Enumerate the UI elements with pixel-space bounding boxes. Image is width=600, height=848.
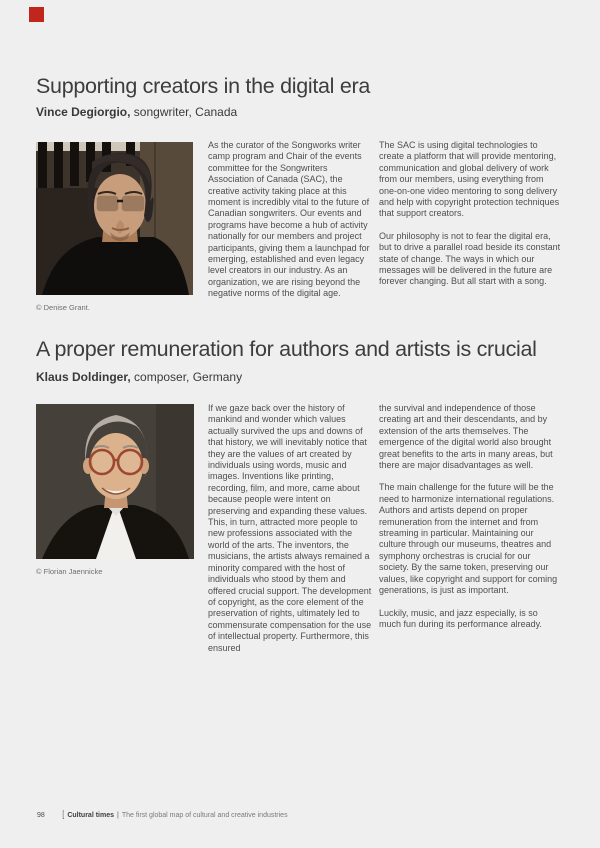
portrait-photo-vince-degiorgio — [36, 142, 193, 295]
article-1-column-2 — [379, 140, 561, 299]
portrait-photo-klaus-doldinger — [36, 404, 194, 559]
article-1-byline — [36, 105, 237, 119]
author-name: Klaus Doldinger, — [36, 370, 131, 384]
paragraph: the survival and independence of those creating art and their descendants, and by extension of the arts themselves. The emergence of the digital world also brought great benefits to the arts in many areas, but there are major disadvantages as well. — [379, 403, 553, 471]
photo-credit: © Denise Grant. — [36, 303, 90, 312]
footer-separator: | — [117, 812, 119, 819]
page-number: 98 — [37, 812, 45, 819]
portrait-illustration — [36, 142, 193, 295]
article-1-title: Supporting creators in the digital era — [36, 74, 370, 98]
article-2-title: A proper remuneration for authors and artists is crucial — [36, 337, 537, 361]
portrait-illustration — [36, 404, 194, 559]
footer-tagline: The first global map of cultural and creative industries — [121, 812, 288, 819]
paragraph: Our philosophy is not to fear the digital era, but to drive a parallel road beside its constant state of change. The ways in which our messages will be delivered in the future are forever changing. But all start with a song. — [379, 230, 561, 287]
paragraph: As the curator of the Songworks writer camp program and Chair of the events committee for the Songwriters Association of Canada (SAC), the creative activity taking place at this moment is incredibly vital to the future of Canadian songwriters. Our events and programs have become a hub of activity nationally for our members and project participants, giving them a launchpad for emerging, established and even legacy level creators in our industry. As an organization, we are rising beyond the negative norms of the digital age. — [208, 140, 370, 299]
paragraph: Luckily, music, and jazz especially, is so much fun during its performance already. — [379, 607, 542, 629]
article-2-column-1 — [208, 403, 372, 665]
author-role: composer, Germany — [130, 370, 243, 384]
paragraph: The SAC is using digital technologies to create a platform that will provide mentoring, communication and global delivery of work from our members, using everything from one-on-one video mentoring to song delivery and help with copyright protection techniques that support creators. — [379, 140, 560, 219]
photo-credit: © Florian Jaennicke — [36, 567, 103, 576]
paragraph: If we gaze back over the history of mankind and wonder which values actually survived the ups and downs of that history, we will inevitably notice that they are the values of art created by individuals using words, music and images. Inventions like printing, recording, film, and more, came about because people were intent on preserving and expanding these values. This, in turn, attracted more people to new professions associated with the world of the arts. The inventors, the musicians, the artists always remained a minority compared with the host of individuals who stood by them and offered crucial support. The development of copyright, as the core element of the preservation of rights, ultimately led to commensurate compensation for the use of intellectual property. Furthermore, this ensured — [208, 403, 372, 653]
footer-brand: Cultural times — [67, 812, 114, 819]
red-square-marker — [29, 7, 44, 22]
paragraph: The main challenge for the future will be the need to harmonize international regulations. Authors and artists depend on proper remuneration from the internet and from streaming in particular. Maintaining our culture through our museums, theatres and symphony orchestras is crucial for our society. By the same token, preserving our values, like copyright and support for coming generations, is just as important. — [379, 482, 558, 596]
author-role: songwriter, Canada — [130, 105, 238, 119]
article-1-column-1 — [208, 140, 372, 311]
article-2-byline — [36, 370, 242, 384]
author-name: Vince Degiorgio, — [36, 105, 131, 119]
article-2-column-2 — [379, 403, 561, 641]
page-footer — [37, 809, 288, 819]
footer-bracket: [ — [62, 809, 64, 819]
